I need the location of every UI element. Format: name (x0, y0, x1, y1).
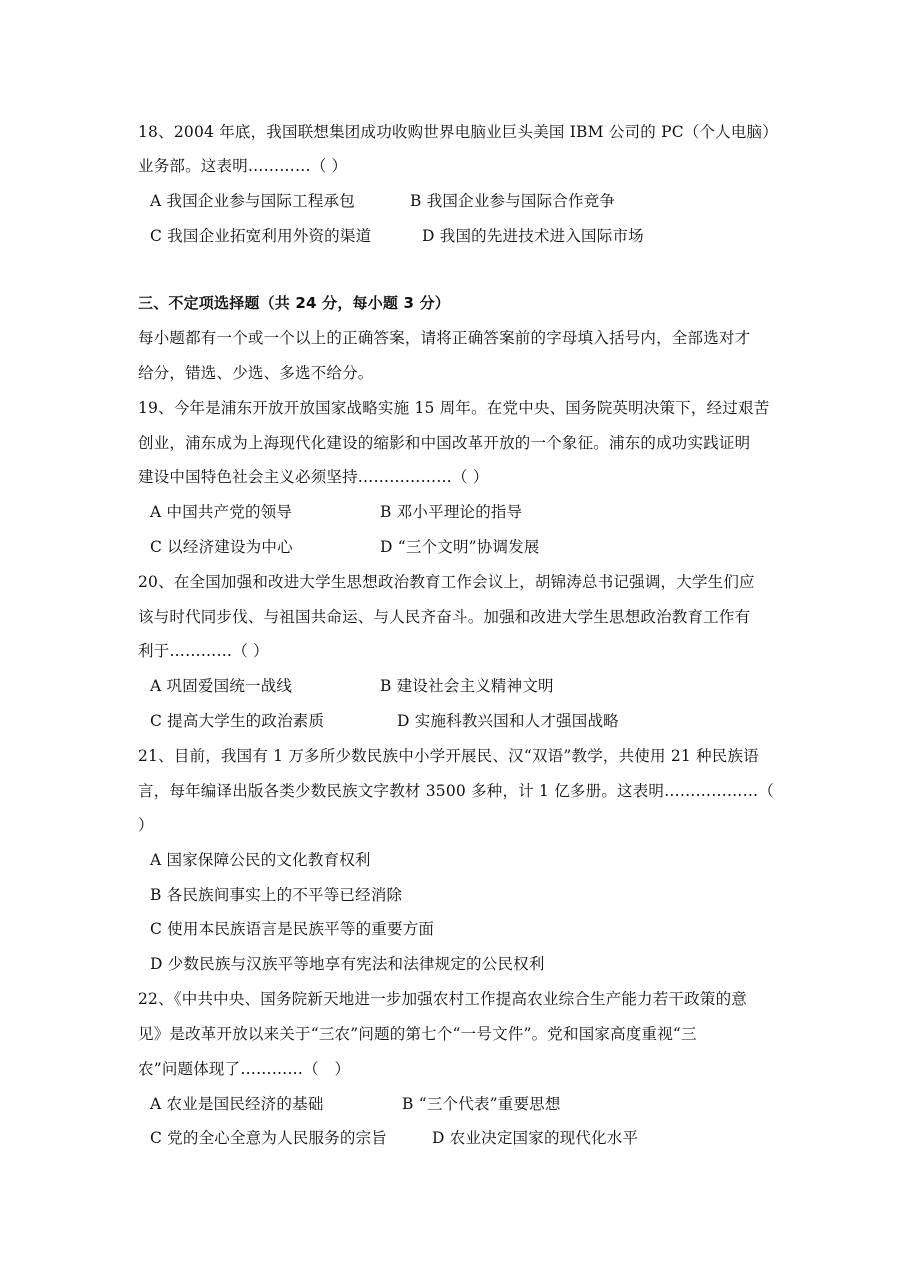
q21-option-d: D 少数民族与汉族平等地享有宪法和法律规定的公民权利 (150, 955, 545, 973)
q18-option-c: C 我国企业拓宽利用外资的渠道 (150, 227, 372, 245)
q21-option-b: B 各民族间事实上的不平等已经消除 (150, 886, 403, 904)
q19-stem-line3: 建设中国特色社会主义必须坚持………………（ ） (138, 468, 489, 486)
q20-stem-line3: 利于…………（ ） (138, 642, 269, 660)
q19-option-c: C 以经济建设为中心 (150, 538, 293, 556)
q21-stem-line3: ） (138, 816, 154, 834)
q22-option-c: C 党的全心全意为人民服务的宗旨 (150, 1129, 387, 1147)
q19-option-d: D “三个文明”协调发展 (380, 538, 540, 556)
q22-stem-line3: 农”问题体现了…………（ ） (138, 1060, 351, 1078)
q19-option-a: A 中国共产党的领导 (150, 503, 293, 521)
q21-option-a: A 国家保障公民的文化教育权利 (150, 851, 371, 869)
section-heading: 三、不定项选择题（共 24 分，每小题 3 分） (138, 294, 451, 312)
section-intro-line2: 给分，错选、少选、多选不给分。 (138, 364, 374, 382)
q19-option-b: B 邓小平理论的指导 (380, 503, 523, 521)
q22-stem-line2: 见》是改革开放以来关于“三农”问题的第七个“一号文件”。党和国家高度重视“三 (138, 1025, 697, 1043)
q22-stem-line1: 22、《中共中央、国务院新天地进一步加强农村工作提高农业综合生产能力若干政策的意 (138, 990, 747, 1008)
q18-stem-line1: 18、2004 年底，我国联想集团成功收购世界电脑业巨头美国 IBM 公司的 PC（个人电脑） (138, 123, 778, 141)
q19-stem-line2: 创业，浦东成为上海现代化建设的缩影和中国改革开放的一个象征。浦东的成功实践证明 (138, 434, 751, 452)
q20-stem-line2: 该与时代同步伐、与祖国共命运、与人民齐奋斗。加强和改进大学生思想政治教育工作有 (138, 608, 751, 626)
q18-option-d: D 我国的先进技术进入国际市场 (422, 227, 644, 245)
q21-stem-line1: 21、目前，我国有 1 万多所少数民族中小学开展民、汉“双语”教学，共使用 21 种民族语 (138, 747, 759, 765)
q18-stem-line2: 业务部。这表明…………（ ） (138, 157, 348, 175)
q22-option-b: B “三个代表”重要思想 (402, 1095, 561, 1113)
q20-option-b: B 建设社会主义精神文明 (380, 677, 554, 695)
q22-option-d: D 农业决定国家的现代化水平 (432, 1129, 639, 1147)
section-intro-line1: 每小题都有一个或一个以上的正确答案，请将正确答案前的字母填入括号内，全部选对才 (138, 329, 751, 347)
q20-option-a: A 巩固爱国统一战线 (150, 677, 293, 695)
q21-stem-line2: 言，每年编译出版各类少数民族文字教材 3500 多种，计 1 亿多册。这表明………………（ (138, 782, 775, 800)
q20-option-c: C 提高大学生的政治素质 (150, 712, 325, 730)
q19-stem-line1: 19、今年是浦东开放开放国家战略实施 15 周年。在党中央、国务院英明决策下，经过艰苦 (138, 399, 770, 417)
q18-option-b: B 我国企业参与国际合作竞争 (410, 192, 616, 210)
q18-option-a: A 我国企业参与国际工程承包 (150, 192, 355, 210)
q20-option-d: D 实施科教兴国和人才强国战略 (397, 712, 619, 730)
q21-option-c: C 使用本民族语言是民族平等的重要方面 (150, 920, 435, 938)
q20-stem-line1: 20、在全国加强和改进大学生思想政治教育工作会议上，胡锦涛总书记强调，大学生们应 (138, 573, 755, 591)
q22-option-a: A 农业是国民经济的基础 (150, 1095, 324, 1113)
